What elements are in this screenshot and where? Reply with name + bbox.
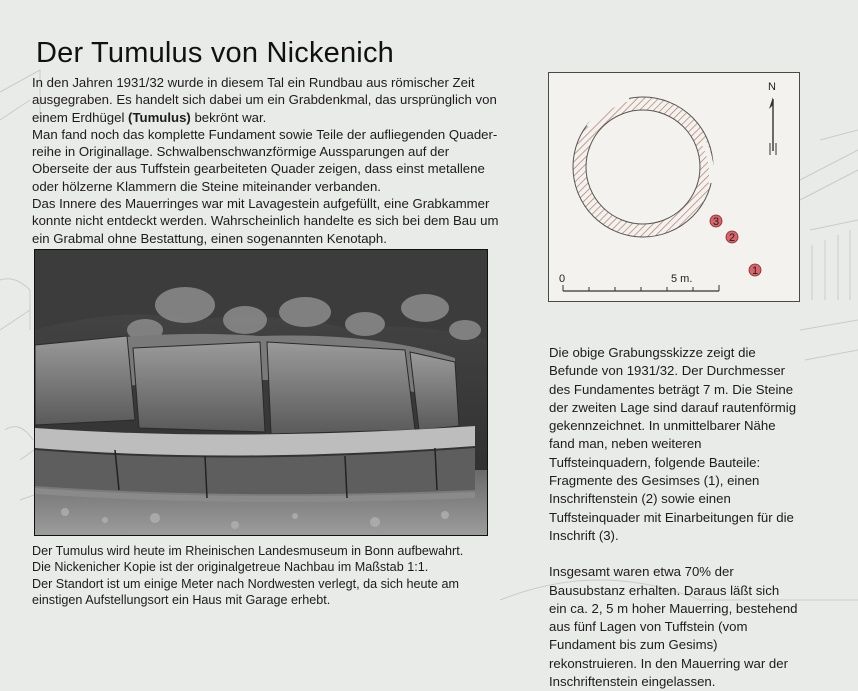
- foundation-ring: [573, 97, 713, 237]
- marker-3-label: 3: [713, 216, 720, 228]
- excavation-plan-drawing: [549, 73, 799, 301]
- intro-bold-term: (Tumulus): [128, 109, 191, 125]
- scale-bar: [559, 273, 719, 291]
- caption-line-1: Der Tumulus wird heute im Rheinischen Landesmuseum in Bonn aufbewahrt.: [32, 544, 464, 558]
- plan-description-paragraph-2: Insgesamt waren etwa 70% der Bausubstanz erhalten. Daraus läßt sich ein ca. 2, 5 m hoher Mauerring, bestehend aus fünf Lagen von Tuffstein (vom Fundament bis zum Gesims) rekonstruieren. In den Mauerring war der Inschriftenstein eingelassen.: [549, 564, 798, 690]
- intro-text-2: bekrönt war.: [190, 109, 267, 125]
- north-arrow: [768, 81, 776, 155]
- marker-1-label: 1: [752, 265, 759, 277]
- marker-2-label: 2: [729, 232, 736, 244]
- excavation-photo: [34, 249, 488, 536]
- excavation-photo-image: [35, 250, 487, 535]
- caption-line-3: Der Standort ist um einige Meter nach Nordwesten verlegt, da sich heute am einstigen Aufstellungsort ein Haus mit Garage erhebt.: [32, 576, 460, 608]
- intro-paragraph-2: Man fand noch das komplette Fundament sowie Teile der aufliegenden Quader-reihe in Originallage. Schwalbenschwanzförmige Aussparungen auf der Oberseite der aus Tuffstein gearbeiteten Quader zeigen, dass einst metallene oder hölzerne Klammern die Steine miteinander verbanden.: [32, 126, 498, 194]
- north-label: N: [768, 81, 776, 93]
- caption-line-2: Die Nickenicher Kopie ist der originalgetreue Nachbau im Maßstab 1:1.: [32, 560, 429, 575]
- intro-text-1: In den Jahren 1931/32 wurde in diesem Tal ein Rundbau aus römischer Zeit ausgegraben. Es handelt sich dabei um ein Grabdenkmal, das ursprünglich von einem Erdhügel: [32, 75, 497, 125]
- excavation-plan: [548, 72, 800, 302]
- plan-description: [549, 344, 799, 691]
- find-markers: [710, 215, 761, 277]
- intro-text: [32, 74, 502, 247]
- intro-paragraph-3: Das Innere des Mauerringes war mit Lavagestein aufgefüllt, eine Grabkammer konnte nicht entdeckt werden. Wahrscheinlich handelte es sich bei dem Bau um ein Grabmal ohne Bestattung, einen sogenannten Kenotaph.: [32, 196, 499, 246]
- scale-end-label: 5 m.: [671, 273, 693, 285]
- scale-start-label: 0: [559, 273, 566, 285]
- page-title: Der Tumulus von Nickenich: [36, 37, 394, 70]
- plan-description-paragraph-1: Die obige Grabungsskizze zeigt die Befunde von 1931/32. Der Durchmesser des Fundamentes beträgt 7 m. Die Steine der zweiten Lage sind darauf rautenförmig gekennzeichnet. In unmittelbarer Nähe fand man, neben weiteren Tuffsteinquadern, folgende Bauteile: Fragmente des Gesimses (1), einen Inschriftenstein (2) sowie einen Tuffsteinquader mit Einarbeitungen für die Inschrift (3).: [549, 345, 797, 543]
- intro-paragraph-1: [32, 74, 502, 126]
- photo-caption: [32, 543, 502, 609]
